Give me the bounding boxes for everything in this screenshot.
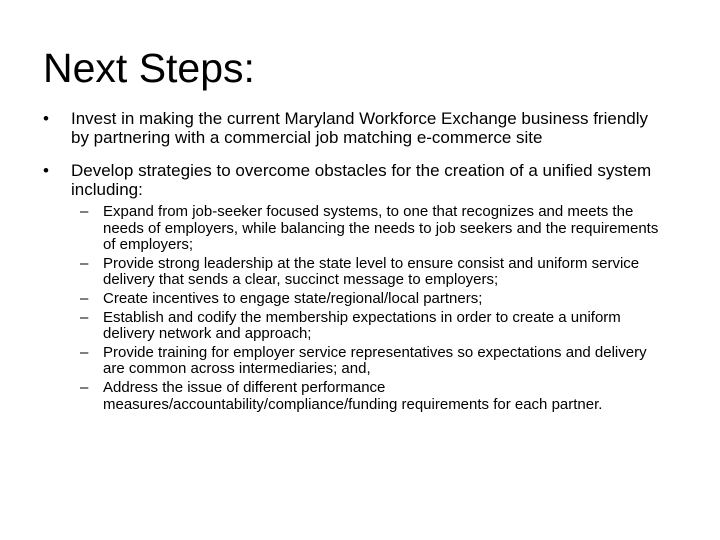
sub-bullet-text: Expand from job-seeker focused systems, to one that recognizes and meets the needs of employers, while balancing the needs to job seekers and the requirements of employers; (103, 203, 659, 254)
sub-bullet-text: Provide strong leadership at the state level to ensure consist and uniform service delivery that sends a clear, succinct message to employers; (103, 254, 640, 289)
sub-bullet-item (0, 345, 720, 378)
sub-bullet-text: Address the issue of different performance measures/accountability/compliance/funding requirements for each partner. (103, 378, 603, 413)
dash-marker: – (80, 308, 89, 326)
bullet-marker: • (43, 109, 49, 128)
sub-bullet-text: Create incentives to engage state/regional/local partners; (103, 289, 483, 307)
bullet-text: Develop strategies to overcome obstacles for the creation of a unified system including: (71, 161, 652, 199)
sub-bullet-item (0, 380, 720, 413)
dash-marker: – (80, 203, 89, 220)
sub-bullet-item (0, 204, 720, 254)
sub-bullet-text: Provide training for employer service representatives so expectations and delivery are common across intermediaries; and, (103, 343, 647, 378)
dash-marker: – (80, 254, 89, 272)
dash-marker: – (80, 289, 89, 307)
sub-bullet-item (0, 256, 720, 289)
slide-title: Next Steps: (43, 45, 255, 91)
sub-bullet-text: Establish and codify the membership expectations in order to create a uniform delivery network and approach; (103, 308, 621, 343)
dash-marker: – (80, 343, 89, 361)
bullet-list (0, 109, 720, 427)
bullet-item (0, 161, 720, 413)
bullet-item (0, 109, 720, 147)
sub-bullet-item (0, 291, 720, 308)
bullet-marker: • (43, 161, 49, 180)
sub-bullet-list (0, 204, 720, 413)
dash-marker: – (80, 378, 89, 396)
sub-bullet-item (0, 310, 720, 343)
bullet-text: Invest in making the current Maryland Workforce Exchange business friendly by partnering with a commercial job matching e-commerce site (71, 109, 649, 147)
